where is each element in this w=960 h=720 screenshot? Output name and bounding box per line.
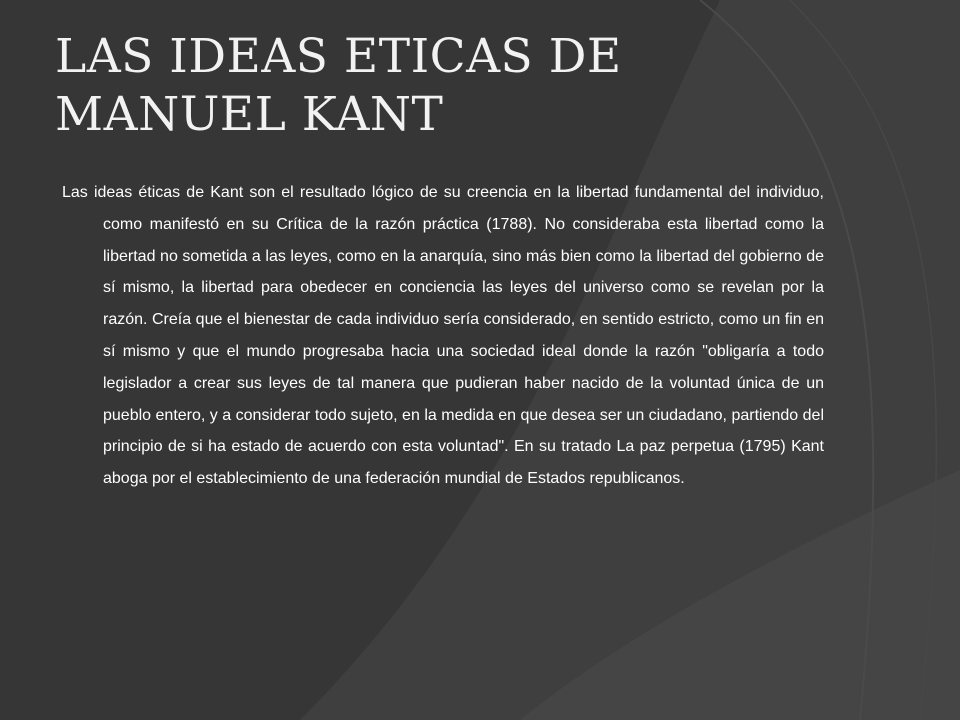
title-line-1: LAS IDEAS ETICAS DE xyxy=(55,29,622,84)
slide-title xyxy=(55,28,915,144)
title-line-2: MANUEL KANT xyxy=(55,87,444,142)
body-paragraph: Las ideas éticas de Kant son el resultado lógico de su creencia en la libertad fundamental del individuo, como manifestó en su Crítica de la razón práctica (1788). No consideraba esta libertad como la libertad no sometida a las leyes, como en la anarquía, sino más bien como la libertad del gobierno de sí mismo, la libertad para obedecer en conciencia las leyes del universo como se revelan por la razón. Creía que el bienestar de cada individuo sería considerado, en sentido estricto, como un fin en sí mismo y que el mundo progresaba hacia una sociedad ideal donde la razón "obligaría a todo legislador a crear sus leyes de tal manera que pudieran haber nacido de la voluntad única de un pueblo entero, y a considerar todo sujeto, en la medida en que desea ser un ciudadano, partiendo del principio de si ha estado de acuerdo con esta voluntad". En su tratado La paz perpetua (1795) Kant aboga por el establecimiento de una federación mundial de Estados republicanos. xyxy=(62,184,824,488)
